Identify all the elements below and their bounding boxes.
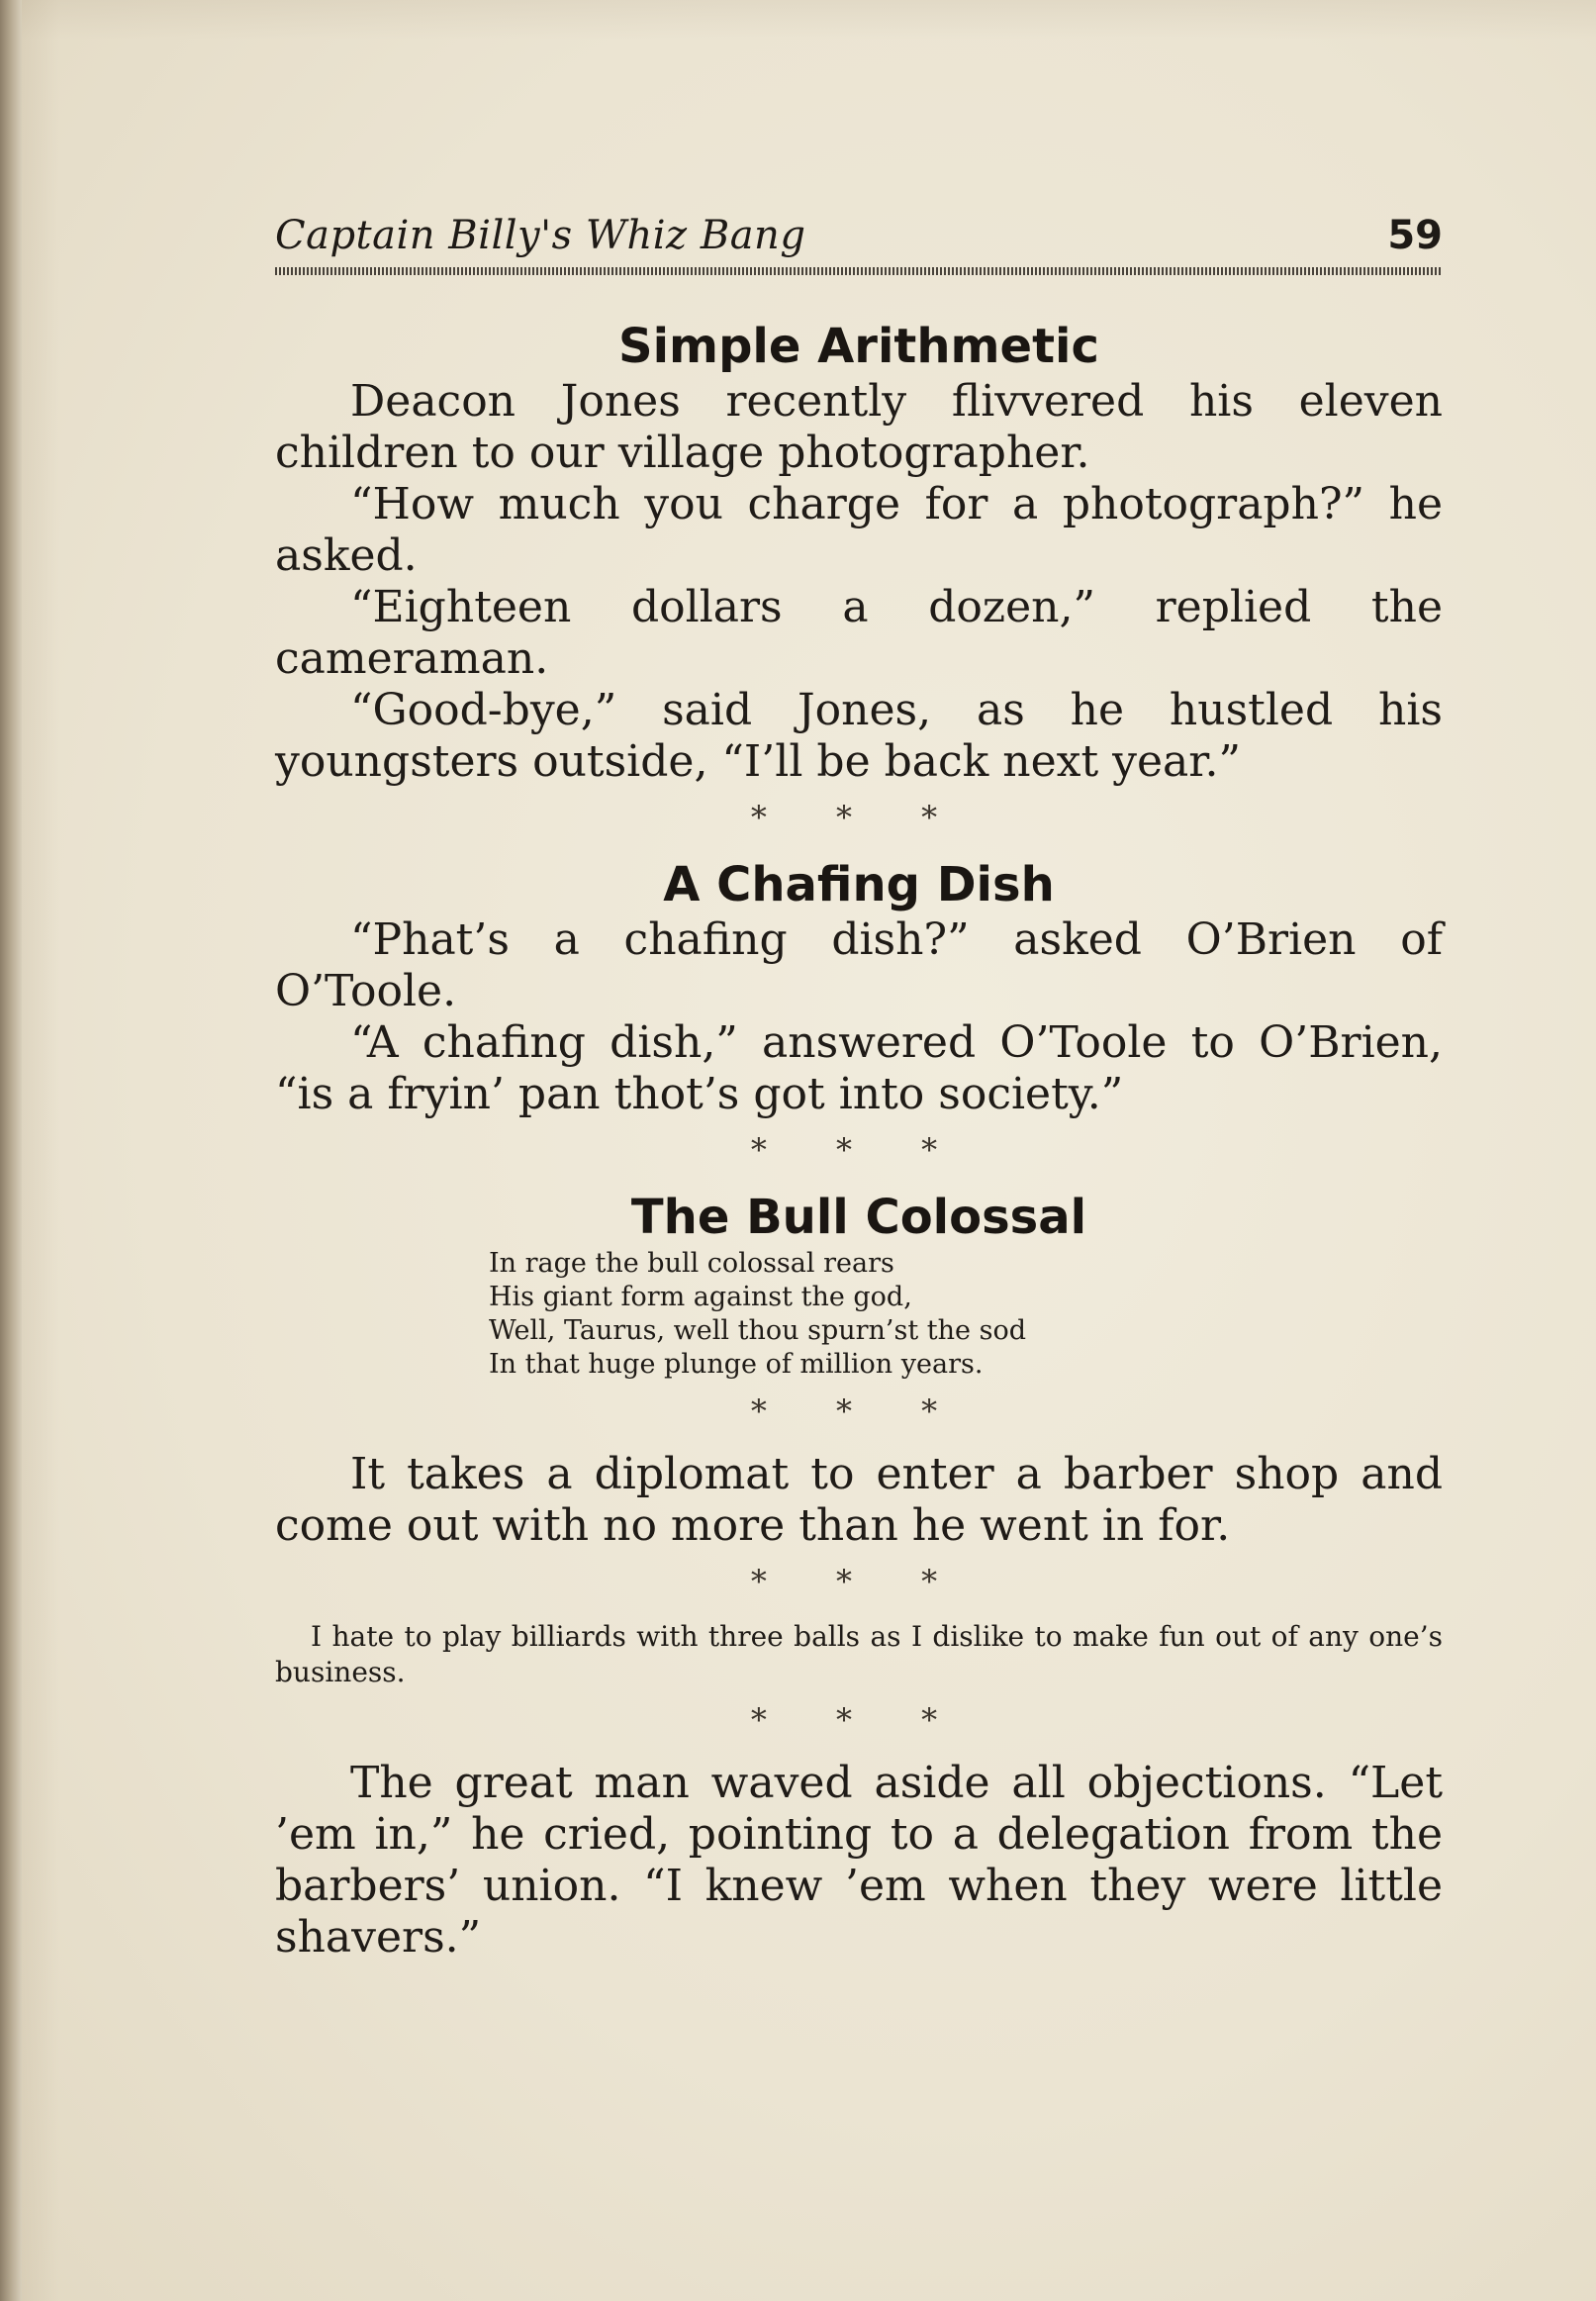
poem-line: Well, Taurus, well thou spurn’st the sod bbox=[489, 1315, 1026, 1346]
poem bbox=[489, 1247, 1443, 1382]
section-separator: * * * bbox=[750, 1701, 968, 1739]
paragraph: The great man waved aside all objections. “Let ’em in,” he cried, pointing to a delegation from the barbers’ union. “I knew ’em when they were little shavers.” bbox=[275, 1758, 1443, 1963]
heading-chafing-dish: A Chafing Dish bbox=[663, 857, 1055, 912]
section-separator: * * * bbox=[750, 1392, 968, 1430]
page-content bbox=[275, 317, 1443, 1964]
poem-line: His giant form against the god, bbox=[489, 1282, 912, 1312]
poem-line: In that huge plunge of million years. bbox=[489, 1349, 984, 1380]
header-rule bbox=[275, 267, 1443, 275]
paragraph: It takes a diplomat to enter a barber shop and come out with no more than he went in for. bbox=[275, 1449, 1443, 1551]
poem-line: In rage the bull colossal rears bbox=[489, 1248, 894, 1279]
running-title: Captain Billy's Whiz Bang bbox=[275, 213, 806, 258]
paragraph: “A chafing dish,” answered O’Toole to O’Brien, “is a fryin’ pan thot’s got into society.” bbox=[275, 1017, 1443, 1119]
paragraph: “How much you charge for a photograph?” he asked. bbox=[275, 479, 1443, 581]
page-header bbox=[275, 213, 1443, 272]
page-number: 59 bbox=[1387, 213, 1443, 258]
section-separator: * * * bbox=[750, 799, 968, 836]
paragraph: Deacon Jones recently flivvered his eleven children to our village photographer. bbox=[275, 376, 1443, 478]
heading-simple-arithmetic: Simple Arithmetic bbox=[618, 319, 1099, 374]
paragraph: “Phat’s a chafing dish?” asked O’Brien of O’Toole. bbox=[275, 914, 1443, 1016]
binding-edge bbox=[0, 0, 22, 2301]
section-separator: * * * bbox=[750, 1131, 968, 1169]
paragraph: “Good-bye,” said Jones, as he hustled his youngsters outside, “I’ll be back next year.” bbox=[275, 685, 1443, 787]
heading-bull-colossal: The Bull Colossal bbox=[630, 1190, 1087, 1245]
paragraph: I hate to play billiards with three balls as I dislike to make fun out of any one’s business. bbox=[275, 1620, 1443, 1688]
section-separator: * * * bbox=[750, 1563, 968, 1600]
paragraph: “Eighteen dollars a dozen,” replied the cameraman. bbox=[275, 582, 1443, 684]
